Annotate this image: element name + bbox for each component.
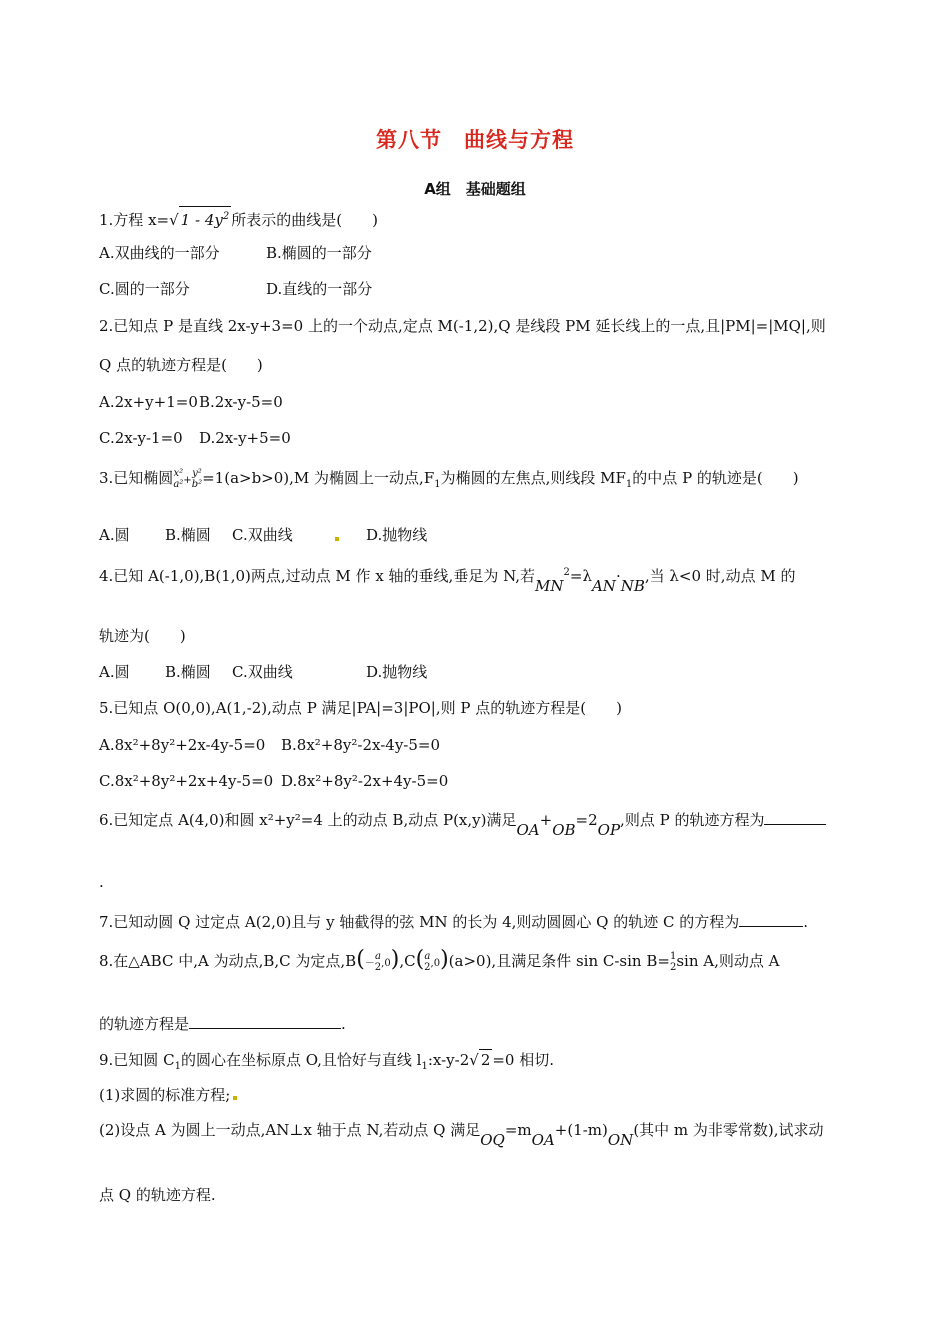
question-5: 5.已知点 O(0,0),A(1,-2),动点 P 满足|PA|=3|PO|,则 P 点的轨迹方程是( ) bbox=[99, 699, 622, 717]
q5-option-d: D.8x²+8y²-2x+4y-5=0 bbox=[281, 772, 449, 790]
question-2-line2: Q 点的轨迹方程是( ) bbox=[99, 356, 263, 374]
q8-fraction-half: 1 2 bbox=[669, 951, 677, 973]
q9-part-2: (2)设点 A 为圆上一动点,AN⊥x 轴于点 N,若动点 Q 满足OQ=mOA+(1-m)ON(其中 m 为非零常数),试求动 bbox=[99, 1121, 824, 1149]
q5-option-b: B.8x²+8y²-2x-4y-5=0 bbox=[281, 736, 441, 754]
vector-oa: OA bbox=[516, 821, 540, 839]
q3-option-b: B.椭圆 bbox=[165, 526, 211, 544]
question-9: 9.已知圆 $C_1$的圆心在坐标原点 O,且恰好与直线 $l_1:x-y-2√$ 2 =0 相切. bbox=[99, 1051, 555, 1072]
answer-blank[interactable] bbox=[189, 1012, 341, 1029]
vector-op: OP bbox=[597, 821, 621, 839]
q9-part-2-line2: 点 Q 的轨迹方程. bbox=[99, 1186, 216, 1204]
decorative-dot bbox=[233, 1096, 237, 1100]
q8-fraction-a-2: a 2 bbox=[424, 951, 431, 973]
question-8-line1: 8.在△ABC 中,A 为动点,B,C 为定点,B(－ a 2 ,0),C( a 2 ,0)(a>0),且满足条件 sin C-sin B= 1 2 sin A,则动点 A bbox=[99, 947, 780, 973]
q4-option-b: B.椭圆 bbox=[165, 663, 211, 681]
question-2-line1: 2.已知点 P 是直线 2x-y+3=0 上的一个动点,定点 M(-1,2),Q 是线段 PM 延长线上的一点,且|PM|=|MQ|,则 bbox=[99, 317, 826, 335]
section-title: 第八节 曲线与方程 bbox=[376, 128, 574, 152]
q3-fraction-y: y² b² bbox=[191, 468, 203, 490]
q2-options-row2 bbox=[99, 428, 291, 448]
q4-option-d: D.抛物线 bbox=[366, 663, 428, 681]
vector-oq: OQ bbox=[480, 1131, 505, 1149]
q1-option-c: C.圆的一部分 bbox=[99, 280, 190, 298]
q2-option-c: C.2x-y-1=0 bbox=[99, 429, 183, 447]
q3-option-c: C.双曲线 bbox=[232, 526, 293, 544]
question-7: 7.已知动圆 Q 过定点 A(2,0)且与 y 轴截得的弦 MN 的长为 4,则动圆圆心 Q 的轨迹 C 的方程为 . bbox=[99, 910, 808, 932]
q1-options-row2 bbox=[99, 279, 373, 299]
question-4-line2: 轨迹为( ) bbox=[99, 627, 186, 645]
q3-options bbox=[99, 525, 428, 545]
q5-option-a: A.8x²+8y²+2x-4y-5=0 bbox=[99, 736, 266, 754]
q1-option-a: A.双曲线的一部分 bbox=[99, 244, 220, 262]
q5-options-row2 bbox=[99, 771, 449, 791]
vector-ob: OB bbox=[552, 821, 576, 839]
vector-on: ON bbox=[607, 1131, 634, 1149]
question-4-line1: 4.已知 A(-1,0),B(1,0)两点,过动点 M 作 x 轴的垂线,垂足为 N,若$MN^2=\lambda AN\cdot NB$,当 λ<0 时,动点 M 的 bbox=[99, 567, 796, 595]
q4-option-c: C.双曲线 bbox=[232, 663, 293, 681]
vector-nb: NB bbox=[620, 577, 645, 595]
q4-option-a: A.圆 bbox=[99, 663, 130, 681]
question-3: 3.已知椭圆 x² a² + y² b² =1(a>b>0),M 为椭圆上一动点$,F_1$为椭圆的左焦点,则线段 $MF_1$的中点 P 的轨迹是( ) bbox=[99, 468, 799, 490]
vector-mn: MN bbox=[535, 577, 564, 595]
q1-options-row1 bbox=[99, 243, 372, 263]
q8-fraction-neg-a-2: a 2 bbox=[374, 951, 382, 973]
q9-sqrt-2: 2 bbox=[480, 1051, 491, 1069]
q3-option-a: A.圆 bbox=[99, 526, 130, 544]
question-8-line2: 的轨迹方程是 . bbox=[99, 1012, 346, 1034]
q2-option-d: D.2x-y+5=0 bbox=[199, 429, 291, 447]
q4-options bbox=[99, 662, 428, 682]
q3-fraction-x: x² a² bbox=[173, 468, 184, 490]
q5-option-c: C.8x²+8y²+2x+4y-5=0 bbox=[99, 772, 274, 790]
answer-blank[interactable] bbox=[739, 910, 803, 927]
question-6: 6.已知定点 A(4,0)和圆 x²+y²=4 上的动点 B,动点 P(x,y)满足OA+OB=2OP,则点 P 的轨迹方程为 bbox=[99, 808, 826, 830]
group-heading: A组 基础题组 bbox=[424, 180, 526, 198]
vector-an: AN bbox=[591, 577, 616, 595]
vector-oa: OA bbox=[531, 1131, 555, 1149]
answer-blank[interactable] bbox=[764, 808, 826, 825]
question-1: 1.方程 x=√ $1 - 4y^2$ 所表示的曲线是( ) bbox=[99, 206, 378, 230]
q6-end: . bbox=[99, 873, 104, 891]
q2-option-b: B.2x-y-5=0 bbox=[199, 393, 283, 411]
q3-option-d: D.抛物线 bbox=[366, 526, 428, 544]
q9-part-1: (1)求圆的标准方程; bbox=[99, 1085, 240, 1105]
q1-option-d: D.直线的一部分 bbox=[266, 280, 373, 298]
decorative-dot bbox=[335, 537, 339, 541]
q2-options-row1 bbox=[99, 392, 283, 412]
q2-option-a: A.2x+y+1=0 bbox=[99, 393, 198, 411]
q1-radicand: $1 - 4y^2$ bbox=[179, 206, 232, 230]
q1-option-b: B.椭圆的一部分 bbox=[266, 244, 372, 262]
q5-options-row1 bbox=[99, 735, 441, 755]
